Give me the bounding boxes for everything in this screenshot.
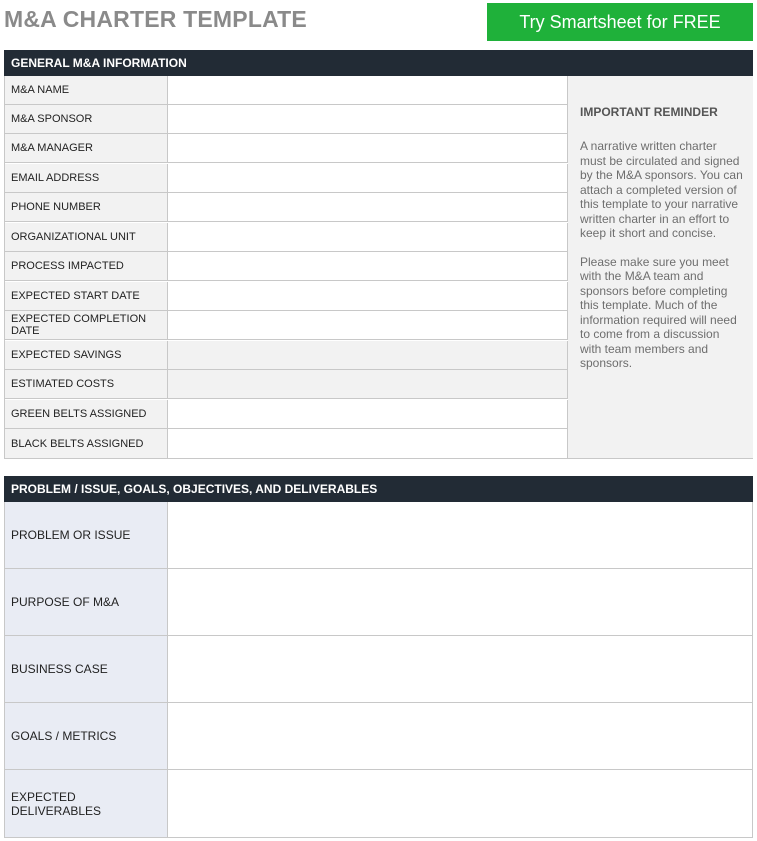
- field-label: PURPOSE OF M&A: [5, 569, 168, 635]
- table-row: [5, 770, 752, 837]
- purpose-of-ma-field[interactable]: [168, 569, 752, 635]
- field-label: GREEN BELTS ASSIGNED: [5, 400, 168, 428]
- estimated-costs-field[interactable]: [168, 370, 568, 398]
- field-label: GOALS / METRICS: [5, 703, 168, 769]
- expected-savings-field[interactable]: [168, 341, 568, 369]
- table-row: [5, 134, 568, 163]
- ma-sponsor-field[interactable]: [168, 105, 568, 133]
- general-info-table: [4, 76, 753, 459]
- field-label: M&A NAME: [5, 76, 168, 104]
- black-belts-assigned-field[interactable]: [168, 429, 568, 458]
- field-label: EXPECTED SAVINGS: [5, 341, 168, 369]
- business-case-field[interactable]: [168, 636, 752, 702]
- reminder-paragraph: A narrative written charter must be circulated and signed by the M&A sponsors. You can attach a completed version of this template to your narrative written charter in an effort to keep it short and concise.: [580, 139, 743, 240]
- page-title: M&A CHARTER TEMPLATE: [4, 6, 307, 32]
- field-label: ORGANIZATIONAL UNIT: [5, 223, 168, 251]
- problem-goals-table: [4, 502, 753, 838]
- field-label: BUSINESS CASE: [5, 636, 168, 702]
- reminder-title: IMPORTANT REMINDER: [580, 105, 718, 119]
- reminder-paragraph: Please make sure you meet with the M&A team and sponsors before completing this template. Much of the information required will need to come from a discussion with team members and sponsors.: [580, 254, 737, 370]
- try-smartsheet-button[interactable]: Try Smartsheet for FREE: [487, 3, 753, 41]
- table-row: [5, 76, 568, 105]
- goals-metrics-field[interactable]: [168, 703, 752, 769]
- ma-manager-field[interactable]: [168, 134, 568, 162]
- organizational-unit-field[interactable]: [168, 223, 568, 251]
- green-belts-assigned-field[interactable]: [168, 400, 568, 428]
- field-label: PHONE NUMBER: [5, 193, 168, 221]
- section-header-problem: PROBLEM / ISSUE, GOALS, OBJECTIVES, AND DELIVERABLES: [4, 476, 753, 502]
- field-label: M&A MANAGER: [5, 134, 168, 162]
- field-label: M&A SPONSOR: [5, 105, 168, 133]
- expected-deliverables-field[interactable]: [168, 770, 752, 837]
- table-row: [5, 252, 568, 281]
- table-row: [5, 164, 568, 193]
- field-label: ESTIMATED COSTS: [5, 370, 168, 398]
- table-row: [5, 105, 568, 134]
- expected-start-date-field[interactable]: [168, 282, 568, 310]
- field-label: EXPECTED DELIVERABLES: [5, 770, 168, 837]
- table-row: [5, 636, 752, 703]
- table-row: [5, 502, 752, 569]
- field-label: EXPECTED COMPLETION DATE: [5, 311, 168, 339]
- table-row: [5, 569, 752, 636]
- important-reminder-panel: [568, 76, 753, 458]
- table-row: [5, 341, 568, 370]
- table-row: [5, 223, 568, 252]
- email-address-field[interactable]: [168, 164, 568, 192]
- ma-name-field[interactable]: [168, 76, 568, 104]
- field-label: EXPECTED START DATE: [5, 282, 168, 310]
- section-header-general: GENERAL M&A INFORMATION: [4, 50, 753, 76]
- process-impacted-field[interactable]: [168, 252, 568, 280]
- table-row: [5, 429, 568, 458]
- field-label: BLACK BELTS ASSIGNED: [5, 429, 168, 458]
- table-row: [5, 282, 568, 311]
- field-label: PROCESS IMPACTED: [5, 252, 168, 280]
- field-label: PROBLEM OR ISSUE: [5, 502, 168, 568]
- expected-completion-date-field[interactable]: [168, 311, 568, 339]
- table-row: [5, 311, 568, 340]
- table-row: [5, 370, 568, 399]
- field-label: EMAIL ADDRESS: [5, 164, 168, 192]
- table-row: [5, 703, 752, 770]
- table-row: [5, 193, 568, 222]
- phone-number-field[interactable]: [168, 193, 568, 221]
- table-row: [5, 400, 568, 429]
- problem-or-issue-field[interactable]: [168, 502, 752, 568]
